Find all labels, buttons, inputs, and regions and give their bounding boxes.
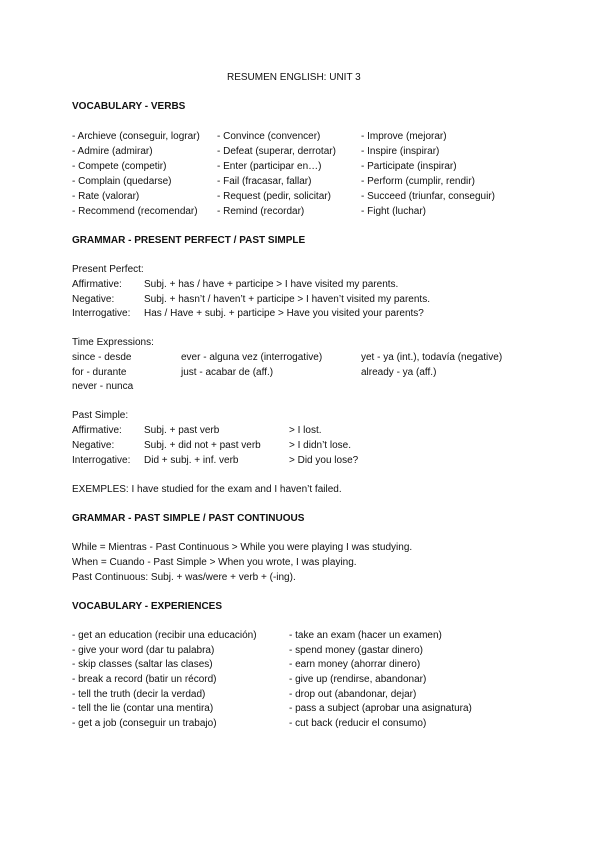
experience-item: - earn money (ahorrar dinero) — [289, 659, 421, 670]
experience-item: - give your word (dar tu palabra) — [72, 645, 215, 656]
verb-item: - Participate (inspirar) — [361, 161, 457, 172]
verb-item: - Request (pedir, solicitar) — [217, 191, 331, 202]
verb-item: - Admire (admirar) — [72, 146, 153, 157]
pp-row-label: Affirmative: — [72, 279, 122, 290]
ps-row-label: Negative: — [72, 440, 115, 451]
experience-item: - cut back (reducir el consumo) — [289, 718, 427, 729]
grammar-pp-heading: GRAMMAR - PRESENT PERFECT / PAST SIMPLE — [72, 235, 306, 246]
verb-item: - Recommend (recomendar) — [72, 206, 198, 217]
ps-row-formula: Subj. + did not + past verb — [144, 440, 261, 451]
verb-item: - Defeat (superar, derrotar) — [217, 146, 336, 157]
pp-row-text: Subj. + hasn’t / haven’t + participe > I haven’t visited my parents. — [144, 294, 430, 305]
pp-row-text: Has / Have + subj. + participe > Have you visited your parents? — [144, 308, 424, 319]
verb-item: - Compete (competir) — [72, 161, 167, 172]
verb-item: - Rate (valorar) — [72, 191, 140, 202]
verb-item: - Perform (cumplir, rendir) — [361, 176, 475, 187]
time-expr-item: ever - alguna vez (interrogative) — [181, 352, 323, 363]
experience-item: - spend money (gastar dinero) — [289, 645, 423, 656]
experience-item: - break a record (batir un récord) — [72, 674, 217, 685]
verb-item: - Improve (mejorar) — [361, 131, 447, 142]
verb-item: - Complain (quedarse) — [72, 176, 172, 187]
verb-item: - Convince (convencer) — [217, 131, 321, 142]
pp-row-label: Negative: — [72, 294, 115, 305]
ps-row-formula: Subj. + past verb — [144, 425, 220, 436]
verb-item: - Enter (participar en…) — [217, 161, 322, 172]
verb-item: - Fail (fracasar, fallar) — [217, 176, 312, 187]
verb-item: - Fight (luchar) — [361, 206, 427, 217]
ps-row-label: Affirmative: — [72, 425, 122, 436]
verb-item: - Inspire (inspirar) — [361, 146, 440, 157]
verb-item: - Succeed (triunfar, conseguir) — [361, 191, 495, 202]
time-expr-item: just - acabar de (aff.) — [181, 367, 274, 378]
pp-row-label: Interrogative: — [72, 308, 131, 319]
experience-item: - tell the truth (decir la verdad) — [72, 689, 206, 700]
document-title: RESUMEN ENGLISH: UNIT 3 — [227, 72, 361, 83]
vocab-experiences-heading: VOCABULARY - EXPERIENCES — [72, 601, 223, 612]
grammar-pc-heading: GRAMMAR - PAST SIMPLE / PAST CONTINUOUS — [72, 513, 305, 524]
example-line: EXEMPLES: I have studied for the exam and I haven’t failed. — [72, 484, 342, 495]
ps-row-example: > Did you lose? — [289, 455, 359, 466]
verb-item: - Archieve (conseguir, lograr) — [72, 131, 200, 142]
pc-line: While = Mientras - Past Continuous > While you were playing I was studying. — [72, 542, 413, 553]
ps-row-formula: Did + subj. + inf. verb — [144, 455, 239, 466]
time-expr-item: already - ya (aff.) — [361, 367, 437, 378]
experience-item: - give up (rendirse, abandonar) — [289, 674, 427, 685]
experience-item: - drop out (abandonar, dejar) — [289, 689, 417, 700]
vocab-verbs-heading: VOCABULARY - VERBS — [72, 101, 186, 112]
past-simple-label: Past Simple: — [72, 410, 129, 421]
experience-item: - skip classes (saltar las clases) — [72, 659, 213, 670]
pc-line: When = Cuando - Past Simple > When you wrote, I was playing. — [72, 557, 357, 568]
time-expressions-label: Time Expressions: — [72, 337, 154, 348]
pp-row-text: Subj. + has / have + participe > I have visited my parents. — [144, 279, 399, 290]
experience-item: - tell the lie (contar una mentira) — [72, 703, 214, 714]
ps-row-example: > I didn’t lose. — [289, 440, 351, 451]
experience-item: - pass a subject (aprobar una asignatura) — [289, 703, 472, 714]
ps-row-label: Interrogative: — [72, 455, 131, 466]
verb-item: - Remind (recordar) — [217, 206, 305, 217]
present-perfect-label: Present Perfect: — [72, 264, 144, 275]
experience-item: - get an education (recibir una educación) — [72, 630, 257, 641]
time-expr-item: yet - ya (int.), todavía (negative) — [361, 352, 503, 363]
time-expr-item: for - durante — [72, 367, 127, 378]
time-expr-item: never - nunca — [72, 381, 134, 392]
pc-line: Past Continuous: Subj. + was/were + verb + (-ing). — [72, 572, 296, 583]
experience-item: - take an exam (hacer un examen) — [289, 630, 442, 641]
experience-item: - get a job (conseguir un trabajo) — [72, 718, 217, 729]
time-expr-item: since - desde — [72, 352, 132, 363]
ps-row-example: > I lost. — [289, 425, 322, 436]
